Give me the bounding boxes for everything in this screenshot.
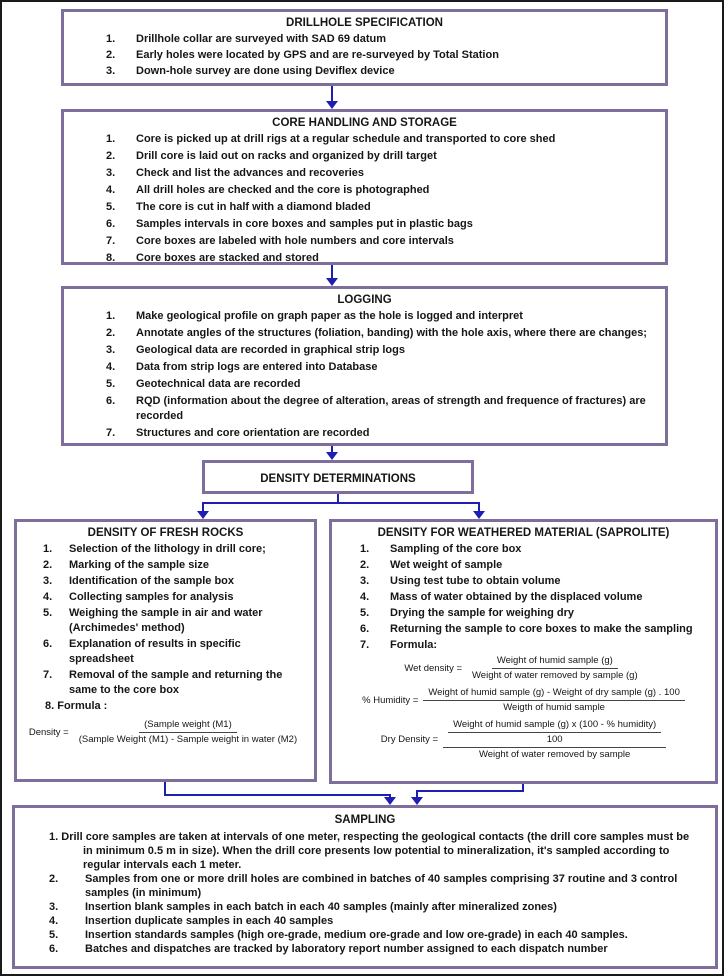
formula-inner-denominator: 100 <box>546 734 563 745</box>
list-item-text: RQD (information about the degree of alteration, areas of strength and frequence of fractures) are recorded <box>136 395 646 422</box>
list-item <box>70 233 659 250</box>
list-item-text: Collecting samples for analysis <box>69 590 234 603</box>
list-item <box>70 199 659 216</box>
list-item-text: Formula: <box>390 638 438 651</box>
list-item-text: Drill core is laid out on racks and organized by drill target <box>136 150 437 162</box>
list-item <box>23 636 308 667</box>
formula-denominator: Weigth of humid sample <box>503 702 605 713</box>
list-item-number: 5. <box>106 201 116 213</box>
density-fresh-rocks-list <box>23 541 308 698</box>
list-item-number: 1. <box>360 542 370 555</box>
flow-connector-line <box>203 502 480 504</box>
list-item-number: 3. <box>106 167 116 179</box>
list-item-text: Weighing the sample in air and water (Archimedes' method) <box>69 606 263 634</box>
core-handling-title: CORE HANDLING AND STORAGE <box>272 117 457 129</box>
list-item <box>23 667 308 698</box>
formula-lhs: Density = <box>28 726 69 738</box>
list-item <box>23 557 308 573</box>
list-item <box>23 573 308 589</box>
list-item-text: Batches and dispatches are tracked by laboratory report number assigned to each dispatch number <box>85 943 608 955</box>
fresh-rocks-formula-label: 8. Formula : <box>45 700 108 712</box>
list-item-number: 3. <box>106 344 116 356</box>
density-formula <box>23 719 308 746</box>
density-determinations-title: DENSITY DETERMINATIONS <box>260 473 416 485</box>
list-item-text: Geotechnical data are recorded <box>136 378 301 390</box>
list-item <box>338 637 709 653</box>
sampling-box <box>12 805 718 969</box>
list-item <box>70 63 659 79</box>
list-item-number: 5. <box>43 606 53 619</box>
sampling-list <box>21 872 709 956</box>
density-fresh-rocks-title: DENSITY OF FRESH ROCKS <box>87 527 244 539</box>
list-item <box>70 31 659 47</box>
dry-density-formula <box>338 719 709 761</box>
list-item-text: Geological data are recorded in graphical strip logs <box>136 344 405 356</box>
core-handling-box <box>61 109 668 265</box>
list-item-number: 5. <box>106 378 116 390</box>
formula-inner-fraction <box>448 719 661 746</box>
list-item-text: Identification of the sample box <box>69 574 235 587</box>
list-item-text: Check and list the advances and recoveries <box>136 167 365 179</box>
list-item-number: 3. <box>360 574 370 587</box>
list-item-number: 4. <box>106 184 116 196</box>
list-item-text: Core boxes are labeled with hole numbers and core intervals <box>136 235 454 247</box>
list-item-number: 1. <box>49 831 59 843</box>
list-item-number: 6. <box>43 637 53 650</box>
list-item-text: Returning the sample to core boxes to make the sampling <box>390 622 693 635</box>
arrow-down-icon <box>384 797 396 805</box>
list-item-number: 2. <box>43 558 53 571</box>
arrow-down-icon <box>197 511 209 519</box>
formula-numerator: Weight of humid sample (g) - Weight of dry sample (g) . 100 <box>423 687 685 701</box>
list-item-number: 2. <box>106 150 116 162</box>
list-item-text: Drill core samples are taken at intervals of one meter, respecting the geological contacts (the drill core samples must be in minimum 0.5 m in size). When the drill core presents low potential to mineralization, it's sampled according to regular intervals each 1 meter. <box>61 831 690 871</box>
list-item <box>21 872 709 900</box>
wet-density-formula <box>338 655 709 682</box>
formula-fraction <box>443 719 666 761</box>
list-item-text: Structures and core orientation are recorded <box>136 427 370 439</box>
list-item <box>70 216 659 233</box>
density-weathered-list <box>338 541 709 653</box>
list-item <box>338 589 709 605</box>
list-item-number: 2. <box>360 558 370 571</box>
list-item-number: 1. <box>106 33 116 45</box>
formula-denominator: Weight of water removed by sample <box>478 749 631 760</box>
list-item-number: 3. <box>43 574 53 587</box>
arrow-down-icon <box>326 101 338 109</box>
list-item-number: 4. <box>43 590 53 603</box>
list-item-number: 7. <box>106 427 116 439</box>
logging-title: LOGGING <box>337 294 392 306</box>
list-item-number: 6. <box>106 218 116 230</box>
list-item-number: 5. <box>49 929 59 941</box>
list-item-number: 6. <box>360 622 370 635</box>
flow-connector-line <box>164 794 391 796</box>
list-item-text: Core boxes are stacked and stored <box>136 252 319 264</box>
list-item-number: 1. <box>106 310 116 322</box>
list-item <box>70 308 659 325</box>
list-item <box>338 557 709 573</box>
list-item-text: Samples from one or more drill holes are combined in batches of 40 samples comprising 37 routine and 3 control samples (in minimum) <box>85 873 678 899</box>
list-item <box>23 605 308 636</box>
drillhole-specification-title: DRILLHOLE SPECIFICATION <box>286 17 443 29</box>
drillhole-specification-list <box>70 31 659 79</box>
list-item-number: 5. <box>360 606 370 619</box>
list-item-text: Insertion blank samples in each batch in each 40 samples (mainly after mineralized zones) <box>85 901 557 913</box>
formula-denominator: Weight of water removed by sample (g) <box>472 670 638 681</box>
list-item-text: Samples intervals in core boxes and samples put in plastic bags <box>136 218 473 230</box>
list-item <box>70 342 659 359</box>
list-item <box>21 914 709 928</box>
density-weathered-box <box>329 519 718 784</box>
logging-box <box>61 286 668 446</box>
humidity-formula <box>338 687 709 714</box>
formula-numerator <box>443 719 666 748</box>
list-item <box>70 250 659 267</box>
list-item-text: Selection of the lithology in drill core; <box>69 542 266 555</box>
list-item-text: Core is picked up at drill rigs at a regular schedule and transported to core shed <box>136 133 556 145</box>
list-item-text: Drying the sample for weighing dry <box>390 606 574 619</box>
list-item-text: Explanation of results in specific spreadsheet <box>69 637 241 665</box>
list-item-text: Down-hole survey are done using Deviflex device <box>136 65 395 77</box>
list-item-number: 4. <box>360 590 370 603</box>
formula-denominator: (Sample Weight (M1) - Sample weight in water (M2) <box>78 734 298 745</box>
list-item <box>21 928 709 942</box>
list-item-number: 2. <box>106 327 116 339</box>
list-item <box>70 131 659 148</box>
formula-lhs: % Humidity = <box>362 694 419 706</box>
list-item <box>338 605 709 621</box>
list-item-text: Removal of the sample and returning the same to the core box <box>69 668 283 696</box>
drillhole-specification-box <box>61 9 668 86</box>
list-item-number: 1. <box>106 133 116 145</box>
list-item-text: Annotate angles of the structures (foliation, banding) with the hole axis, where there are changes; <box>136 327 647 339</box>
list-item-number: 4. <box>106 361 116 373</box>
formula-numerator: (Sample weight (M1) <box>139 719 237 733</box>
list-item <box>338 621 709 637</box>
list-item-text: Make geological profile on graph paper as the hole is logged and interpret <box>136 310 523 322</box>
list-item-number: 7. <box>43 668 53 681</box>
list-item-text: Early holes were located by GPS and are re-surveyed by Total Station <box>136 49 499 61</box>
list-item-text: All drill holes are checked and the core is photographed <box>136 184 430 196</box>
list-item <box>70 325 659 342</box>
formula-numerator: Weight of humid sample (g) <box>492 655 618 669</box>
list-item-number: 1. <box>43 542 53 555</box>
list-item-text: Mass of water obtained by the displaced volume <box>390 590 643 603</box>
core-handling-list <box>70 131 659 267</box>
list-item <box>70 393 659 425</box>
list-item <box>23 541 308 557</box>
list-item <box>23 589 308 605</box>
arrow-down-icon <box>326 452 338 460</box>
density-determinations-box <box>202 460 474 494</box>
list-item-number: 3. <box>49 901 59 913</box>
formula-lhs: Dry Density = <box>380 734 439 745</box>
list-item-text: Wet weight of sample <box>390 558 503 571</box>
logging-list <box>70 308 659 442</box>
flow-arrow-line <box>331 86 333 102</box>
formula-lhs: Wet density = <box>404 662 463 674</box>
list-item <box>21 942 709 956</box>
list-item-number: 2. <box>49 873 59 885</box>
list-item <box>70 376 659 393</box>
arrow-down-icon <box>326 278 338 286</box>
list-item <box>338 573 709 589</box>
list-item <box>70 425 659 442</box>
list-item <box>70 47 659 63</box>
arrow-down-icon <box>473 511 485 519</box>
list-item-text: Data from strip logs are entered into Database <box>136 361 378 373</box>
flow-connector-line <box>417 790 524 792</box>
density-fresh-rocks-box <box>14 519 317 782</box>
formula-inner-numerator: Weight of humid sample (g) x (100 - % humidity) <box>448 719 661 733</box>
list-item <box>70 359 659 376</box>
list-item <box>70 165 659 182</box>
formula-fraction <box>423 687 685 714</box>
list-item <box>70 182 659 199</box>
sampling-first-item <box>49 830 701 872</box>
list-item-text: The core is cut in half with a diamond bladed <box>136 201 371 213</box>
formula-fraction <box>74 719 302 746</box>
list-item-number: 6. <box>106 395 116 407</box>
list-item-text: Marking of the sample size <box>69 558 209 571</box>
list-item-number: 6. <box>49 943 59 955</box>
sampling-title: SAMPLING <box>334 814 396 826</box>
list-item-number: 7. <box>106 235 116 247</box>
list-item <box>21 900 709 914</box>
density-weathered-title: DENSITY FOR WEATHERED MATERIAL (SAPROLITE) <box>377 527 670 539</box>
list-item-number: 3. <box>106 65 116 77</box>
list-item-number: 4. <box>49 915 59 927</box>
list-item <box>338 541 709 557</box>
list-item <box>70 148 659 165</box>
list-item-text: Using test tube to obtain volume <box>390 574 561 587</box>
list-item-text: Sampling of the core box <box>390 542 522 555</box>
flow-arrow-line <box>331 265 333 279</box>
list-item-text: Insertion standards samples (high ore-grade, medium ore-grade and low ore-grade) in each 40 samples. <box>85 929 628 941</box>
list-item-text: Drillhole collar are surveyed with SAD 69 datum <box>136 33 387 45</box>
list-item-text: Insertion duplicate samples in each 40 samples <box>85 915 334 927</box>
list-item-number: 2. <box>106 49 116 61</box>
list-item-number: 8. <box>106 252 116 264</box>
list-item-number: 7. <box>360 638 370 651</box>
formula-fraction <box>467 655 643 682</box>
arrow-down-icon <box>411 797 423 805</box>
